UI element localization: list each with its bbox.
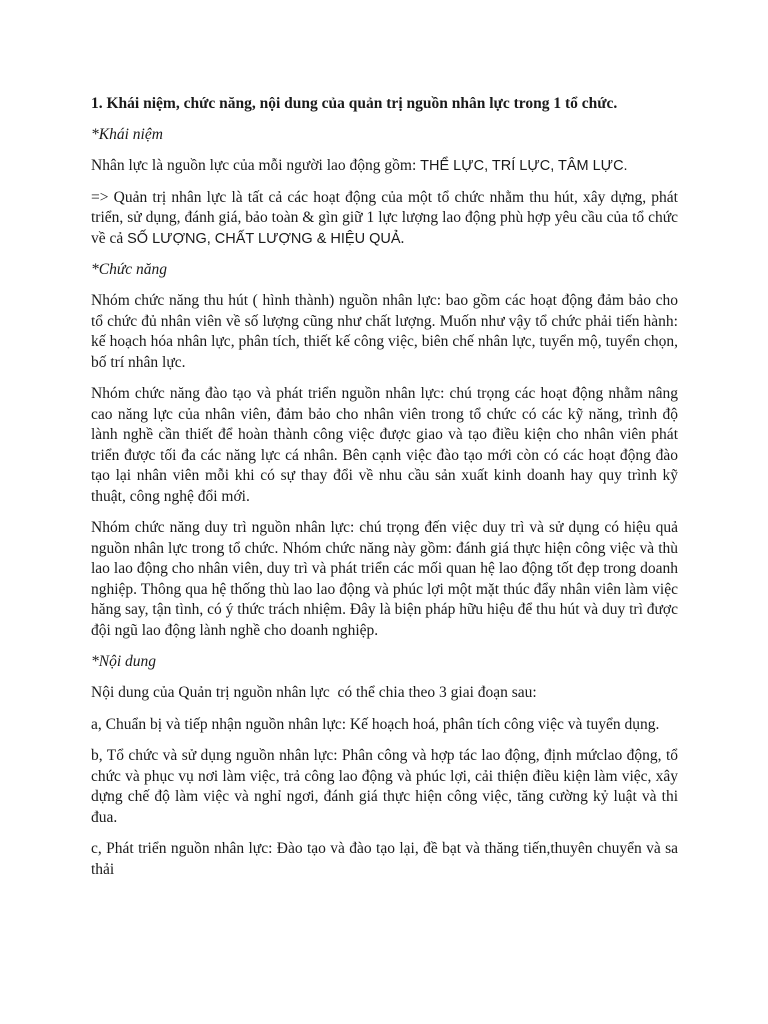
section-title-concept: *Khái niệm xyxy=(91,126,163,143)
definition-caps: THỂ LỰC, TRÍ LỰC, TÂM LỰC. xyxy=(420,158,628,174)
management-caps: SỐ LƯỢNG, CHẤT LƯỢNG & HIỆU QUẢ xyxy=(127,230,401,247)
content-item: a, Chuẩn bị và tiếp nhận nguồn nhân lực: Kế hoạch hoá, phân tích công việc và tuyển dụng. xyxy=(91,715,660,733)
functions-paragraph: Nhóm chức năng duy trì nguồn nhân lực: chú trọng đến việc duy trì và sử dụng có hiệu quả nguồn nhân lực trong tổ chức. Nhóm chức năng này gồm: đánh giá thực hiện công việc và thù lao lao động cho nhân viên, duy trì và phát triển các mối quan hệ lao động tốt đẹp trong doanh nghiệp. Thông qua hệ thống thù lao lao động và phúc lợi một mặt thúc đẩy nhân viên làm việc hăng say, tận tình, có ý thức trách nhiệm. Đây là biện pháp hữu hiệu để thu hút và duy trì được đội ngũ lao động lành nghề cho doanh nghiệp. xyxy=(91,519,678,639)
section-title-functions: *Chức năng xyxy=(91,261,168,278)
management-prefix: => Quản trị nhân lực là tất cả các hoạt động của một tổ chức nhằm thu hút, xây dựng, phát triển, sử dụng, đánh giá, bảo toàn & gìn giữ 1 lực lượng lao động phù hợp yêu cầu của tổ chức về cả xyxy=(91,188,678,247)
functions-paragraph: Nhóm chức năng đào tạo và phát triển nguồn nhân lực: chú trọng các hoạt động nhằm nâng cao năng lực của nhân viên, đảm bảo cho nhân viên trong tổ chức có các kỹ năng, trình độ lành nghề cần thiết để hoàn thành công việc được giao và tạo điều kiện cho nhân viên phát triển được tối đa các năng lực cá nhân. Bên cạnh việc đào tạo mới còn có các hoạt động đào tạo lại nhân viên mỗi khi có sự thay đổi về nhu cầu sản xuất kinh doanh hay quy trình kỹ thuật, công nghệ đổi mới. xyxy=(91,385,678,505)
concept-management xyxy=(91,188,678,250)
management-suffix: . xyxy=(400,229,405,247)
definition-prefix: Nhân lực là nguồn lực của mỗi người lao động gồm: xyxy=(91,157,421,174)
section-title-content: *Nội dung xyxy=(91,653,157,670)
functions-paragraph: Nhóm chức năng thu hút ( hình thành) nguồn nhân lực: bao gồm các hoạt động đảm bảo cho tổ chức đủ nhân viên về số lượng cũng như chất lượng. Muốn như vậy tổ chức phải tiến hành: kế hoạch hóa nhân lực, phân tích, thiết kế công việc, biên chế nhân lực, tuyển mộ, tuyển chọn, bố trí nhân lực. xyxy=(91,292,678,371)
concept-definition xyxy=(91,156,678,177)
content-intro: Nội dung của Quản trị nguồn nhân lực có thể chia theo 3 giai đoạn sau: xyxy=(91,684,537,701)
content-item: b, Tổ chức và sử dụng nguồn nhân lực: Phân công và hợp tác lao động, định mứclao động, tổ chức và phục vụ nơi làm việc, trả công lao động và phúc lợi, cải thiện điều kiện làm việc, xây dựng chế độ làm việc và nghỉ ngơi, đánh giá thực hiện công việc, tăng cường kỷ luật và thi đua. xyxy=(91,747,678,826)
document-heading: 1. Khái niệm, chức năng, nội dung của quản trị nguồn nhân lực trong 1 tổ chức. xyxy=(91,95,618,112)
content-item: c, Phát triển nguồn nhân lực: Đào tạo và đào tạo lại, đề bạt và thăng tiến,thuyên chuyển và sa thải xyxy=(91,840,678,878)
